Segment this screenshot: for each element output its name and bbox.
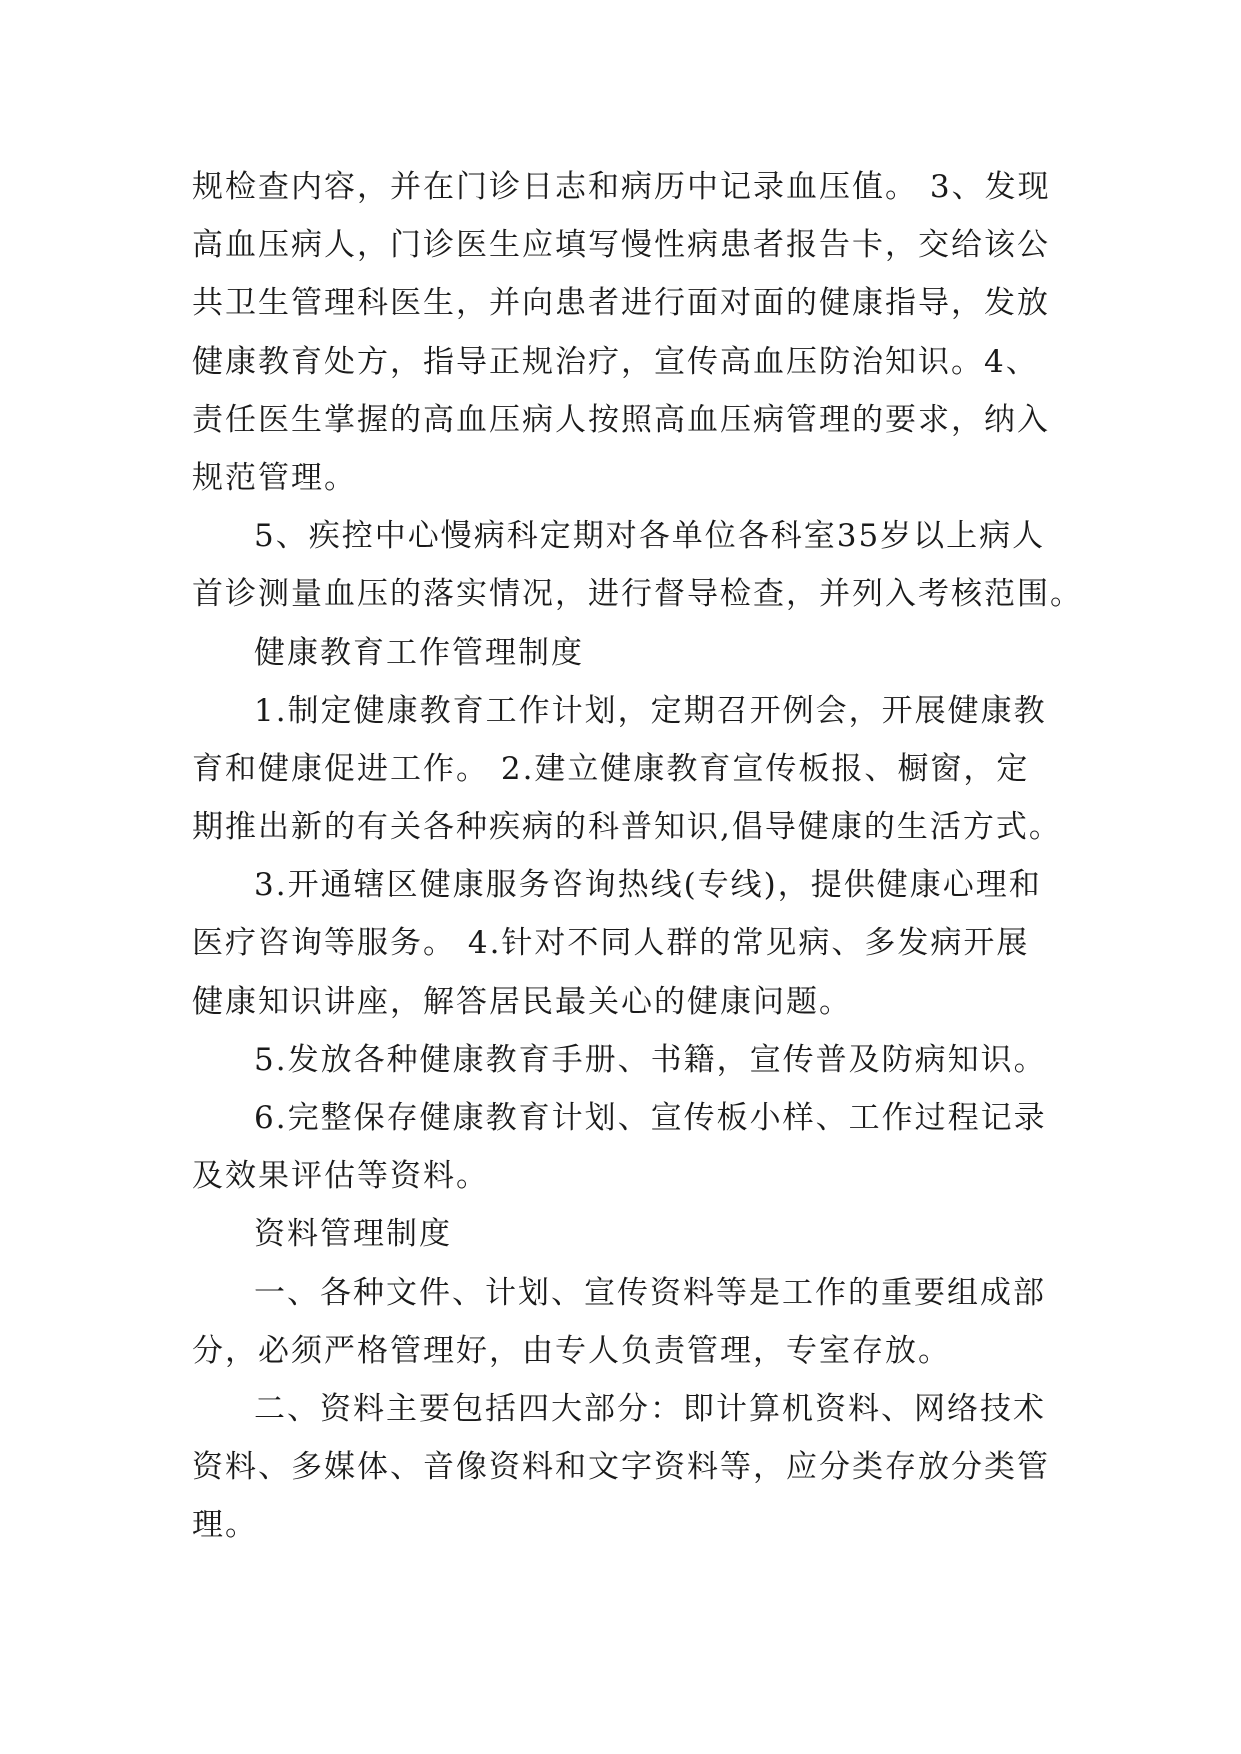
- text-line: 责任医生掌握的高血压病人按照高血压病管理的要求，纳入: [192, 401, 1050, 438]
- text-line: 5.发放各种健康教育手册、书籍，宣传普及防病知识。: [254, 1041, 1047, 1078]
- text-line: 健康教育处方，指导正规治疗，宣传高血压防治知识。4、: [192, 343, 1039, 380]
- text-line: 资料、多媒体、音像资料和文字资料等，应分类存放分类管: [192, 1449, 1050, 1486]
- text-line: 分，必须严格管理好，由专人负责管理，专室存放。: [192, 1332, 951, 1369]
- text-line: 二、资料主要包括四大部分：即计算机资料、网络技术: [254, 1390, 1046, 1427]
- text-line: 健康教育工作管理制度: [254, 634, 584, 671]
- text-line: 首诊测量血压的落实情况，进行督导检查，并列入考核范围。: [192, 576, 1083, 613]
- text-line: 3.开通辖区健康服务咨询热线(专线)，提供健康心理和: [254, 867, 1042, 904]
- text-line: 规范管理。: [192, 459, 357, 496]
- text-line: 育和健康促进工作。 2.建立健康教育宣传板报、橱窗，定: [192, 750, 1030, 787]
- text-line: 规检查内容，并在门诊日志和病历中记录血压值。 3、发现: [192, 169, 1051, 205]
- text-line: 健康知识讲座，解答居民最关心的健康问题。: [192, 983, 852, 1020]
- text-line: 6.完整保存健康教育计划、宣传板小样、工作过程记录: [254, 1100, 1047, 1136]
- text-line: 资料管理制度: [254, 1216, 452, 1253]
- text-line: 医疗咨询等服务。 4.针对不同人群的常见病、多发病开展: [192, 925, 1030, 962]
- text-line: 期推出新的有关各种疾病的科普知识,倡导健康的生活方式。: [192, 809, 1062, 846]
- text-line: 一、各种文件、计划、宣传资料等是工作的重要组成部: [254, 1274, 1046, 1311]
- text-line: 共卫生管理科医生，并向患者进行面对面的健康指导，发放: [192, 285, 1050, 322]
- text-line: 及效果评估等资料。: [192, 1158, 489, 1195]
- text-line: 高血压病人，门诊医生应填写慢性病患者报告卡，交给该公: [192, 227, 1050, 264]
- text-line: 1.制定健康教育工作计划，定期召开例会，开展健康教: [254, 692, 1047, 729]
- document-body: [192, 158, 1083, 1555]
- text-line: 5、疾控中心慢病科定期对各单位各科室35岁以上病人: [254, 518, 1046, 555]
- text-line: 理。: [192, 1507, 258, 1544]
